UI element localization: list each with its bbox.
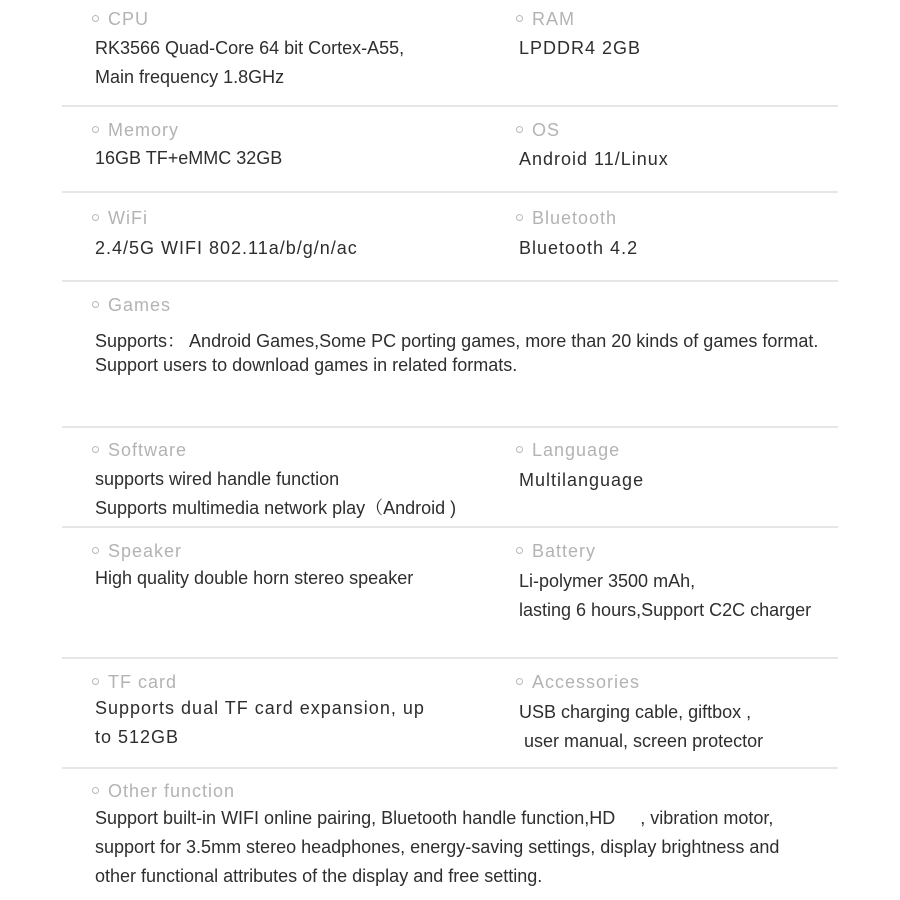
divider — [62, 426, 838, 428]
os-value: Android 11/Linux — [519, 149, 669, 169]
os-label — [516, 120, 560, 141]
divider — [62, 105, 838, 107]
bullet-icon — [92, 678, 99, 685]
other-function-label — [92, 781, 235, 802]
bullet-icon — [516, 15, 523, 22]
tf-card-label-text: TF card — [108, 672, 178, 692]
tf-card-value-line-1: Supports dual TF card expansion, up — [95, 698, 425, 718]
ram-label — [516, 9, 575, 30]
accessories-value-line-1: USB charging cable, giftbox , — [519, 702, 752, 722]
battery-value-line-1: Li-polymer 3500 mAh, — [519, 571, 696, 591]
os-label-text: OS — [532, 120, 561, 140]
bluetooth-value: Bluetooth 4.2 — [519, 238, 639, 258]
other-function-value-line-1: Support built-in WIFI online pairing, Bluetooth handle function,HD , vibration motor, — [95, 808, 774, 828]
bluetooth-label — [516, 208, 617, 229]
bullet-icon — [92, 547, 99, 554]
bullet-icon — [92, 15, 99, 22]
wifi-label-text: WiFi — [108, 208, 148, 228]
speaker-label — [92, 541, 182, 562]
cpu-value-line-2: Main frequency 1.8GHz — [95, 67, 285, 87]
bullet-icon — [92, 301, 99, 308]
language-value: Multilanguage — [519, 470, 645, 490]
ram-value: LPDDR4 2GB — [519, 38, 642, 58]
bluetooth-label-text: Bluetooth — [532, 208, 618, 228]
games-label-text: Games — [108, 295, 172, 315]
other-function-value-line-3: other functional attributes of the display and free setting. — [95, 866, 543, 886]
tf-card-label — [92, 672, 177, 693]
cpu-value-line-1: RK3566 Quad-Core 64 bit Cortex-A55, — [95, 38, 405, 58]
cpu-label-text: CPU — [108, 9, 150, 29]
accessories-value-line-2: user manual, screen protector — [519, 731, 764, 751]
games-label — [92, 295, 171, 316]
software-label — [92, 440, 187, 461]
bullet-icon — [92, 214, 99, 221]
bullet-icon — [516, 214, 523, 221]
accessories-label-text: Accessories — [532, 672, 641, 692]
memory-value: 16GB TF+eMMC 32GB — [95, 148, 283, 168]
memory-label-text: Memory — [108, 120, 180, 140]
accessories-label — [516, 672, 640, 693]
games-value-line-1: Supports： Android Games,Some PC porting games, more than 20 kinds of games format. — [95, 331, 819, 351]
battery-label-text: Battery — [532, 541, 597, 561]
other-function-value-line-2: support for 3.5mm stereo headphones, energy-saving settings, display brightness and — [95, 837, 780, 857]
divider — [62, 191, 838, 193]
wifi-label — [92, 208, 148, 229]
speaker-label-text: Speaker — [108, 541, 183, 561]
software-label-text: Software — [108, 440, 188, 460]
battery-label — [516, 541, 596, 562]
divider — [62, 526, 838, 528]
bullet-icon — [92, 787, 99, 794]
divider — [62, 767, 838, 769]
language-label — [516, 440, 620, 461]
cpu-label — [92, 9, 149, 30]
bullet-icon — [516, 126, 523, 133]
bullet-icon — [516, 446, 523, 453]
software-value-line-2: Supports multimedia network play（Android ) — [95, 498, 457, 518]
divider — [62, 657, 838, 659]
memory-label — [92, 120, 179, 141]
ram-label-text: RAM — [532, 9, 575, 29]
wifi-value: 2.4/5G WIFI 802.11a/b/g/n/ac — [95, 238, 358, 258]
bullet-icon — [516, 547, 523, 554]
divider — [62, 280, 838, 282]
battery-value-line-2: lasting 6 hours,Support C2C charger — [519, 600, 812, 620]
language-label-text: Language — [532, 440, 621, 460]
other-function-label-text: Other function — [108, 781, 236, 801]
bullet-icon — [92, 446, 99, 453]
speaker-value: High quality double horn stereo speaker — [95, 568, 414, 588]
bullet-icon — [516, 678, 523, 685]
bullet-icon — [92, 126, 99, 133]
games-value-line-2: Support users to download games in related formats. — [95, 355, 518, 375]
software-value-line-1: supports wired handle function — [95, 469, 340, 489]
tf-card-value-line-2: to 512GB — [95, 727, 180, 747]
